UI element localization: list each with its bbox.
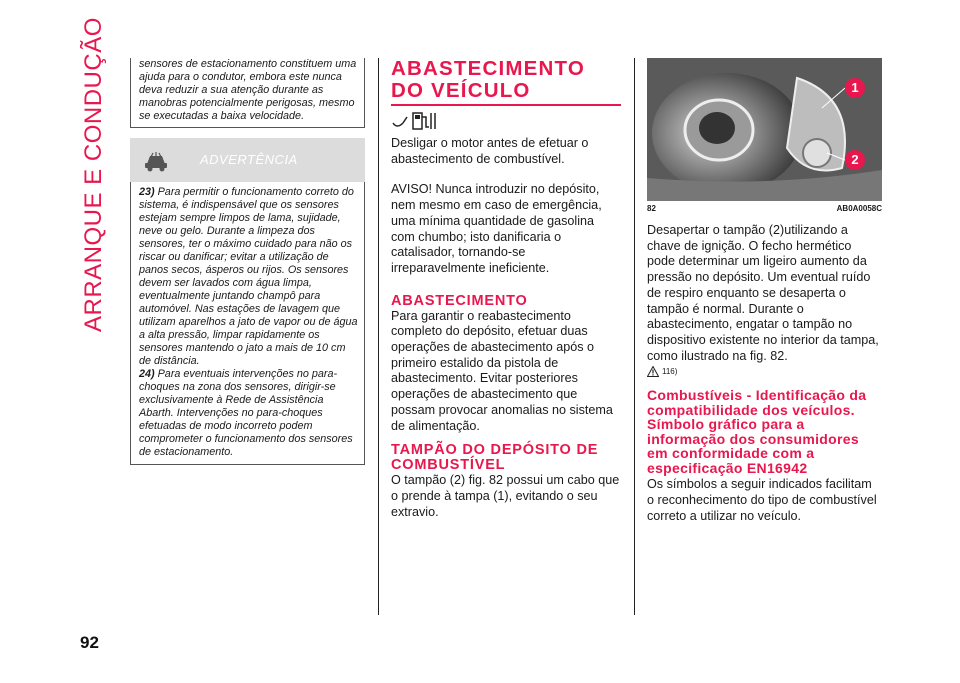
column-2	[391, 58, 621, 520]
figure-number: 82	[647, 204, 656, 213]
note-23	[139, 186, 358, 368]
fuel-cap-figure	[647, 58, 882, 201]
note-23-text: Para permitir o funcionamento correto do sistema, é indispensável que os sensores estejam sempre limpos de lama, sujidade, neve ou gelo. Durante a limpeza dos sensores, ter o máximo cuidado para não os riscar ou danificar; evitar a utilização de panos secos, ásperos ou rijos. Os sensores devem ser lavados com água limpa, eventualmente juntando champô para automóvel. Nas estações de lavagem que utilizam aparelhos a jato de vapor ou de água a alta pressão, limpar rapidamente os sensores mantendo o jato a mais de 10 cm de distância.	[139, 186, 358, 367]
figure-caption	[647, 204, 882, 213]
warning-reference-number: 116)	[662, 367, 678, 377]
note-24	[139, 368, 358, 459]
intro-text: sensores de estacionamento constituem uma ajuda para o condutor, embora este nunca deva reduzir a sua atenção durante as manobras potencialmente perigosas, mesmo se executadas a baixa velocidade.	[139, 58, 357, 122]
fuel-pump-icon	[391, 109, 441, 131]
paragraph-abastecimento: Para garantir o reabastecimento completo do depósito, efetuar duas operações de abastecimento após o primeiro estalido da pistola de abastecimento. Evitar posteriores operações de abastecimento que possam provocar anomalias no sistema de alimentação.	[391, 308, 613, 433]
paragraph-simbolos: Os símbolos a seguir indicados facilitam o reconhecimento do tipo de combustível correto a utilizar no veículo.	[647, 477, 877, 523]
callout-1: 1	[845, 78, 865, 98]
note-24-number: 24)	[139, 368, 155, 380]
paragraph-tampao: O tampão (2) fig. 82 possui um cabo que o prende à tampa (1), evitando o seu extravio.	[391, 473, 620, 519]
column-1	[130, 58, 365, 465]
page-number: 92	[80, 633, 99, 652]
section-title: ARRANQUE E CONDUÇÃO	[80, 17, 107, 332]
heading-abastecimento-veiculo: ABASTECIMENTO DO VEÍCULO	[391, 57, 586, 102]
callout-2: 2	[845, 150, 865, 170]
warning-triangle-icon	[647, 366, 659, 377]
column-3	[647, 58, 882, 524]
paragraph-aviso: AVISO! Nunca introduzir no depósito, nem mesmo em caso de emergência, uma mínima quantidade de gasolina com chumbo; isto danificaria o catalisador, tornando-se irreparavelmente ineficiente.	[391, 182, 602, 275]
heading-rule	[391, 104, 621, 106]
subheading-tampao: TAMPÃO DO DEPÓSITO DE COMBUSTÍVEL	[391, 442, 599, 474]
paragraph-desligar: Desligar o motor antes de efetuar o abastecimento de combustível.	[391, 136, 589, 166]
fuel-cap-illustration	[647, 58, 882, 201]
column-divider-1	[378, 58, 379, 615]
column-divider-2	[634, 58, 635, 615]
warning-header	[130, 138, 365, 182]
note-24-text: Para eventuais intervenções no para-choques na zona dos sensores, dirigir-se exclusivamente à Rede de Assistência Abarth. Intervenções no para-choques efetuadas de modo incorreto podem comprometer o funcionamento dos sensores de estacionamento.	[139, 368, 353, 458]
heading-combustiveis: Combustíveis - Identificação da compatibilidade dos veículos. Símbolo gráfico para a informação dos consumidores em conformidade com a especificação EN16942	[647, 387, 867, 476]
warning-box	[130, 182, 365, 465]
figure-code: AB0A0058C	[836, 204, 882, 213]
warning-reference	[647, 366, 882, 377]
warning-title: ADVERTÊNCIA	[200, 152, 298, 167]
car-warning-icon	[142, 148, 170, 172]
intro-box	[130, 58, 365, 128]
paragraph-desapertar: Desapertar o tampão (2)utilizando a chave de ignição. O fecho hermético pode determinar um ligeiro aumento da pressão no depósito. Um eventual ruído de respiro enquanto se desaperta o tampão é normal. Durante o abastecimento, engatar o tampão no dispositivo existente no interior da tampa, como ilustrado na fig. 82.	[647, 223, 879, 363]
note-23-number: 23)	[139, 186, 155, 198]
subheading-abastecimento: ABASTECIMENTO	[391, 292, 528, 309]
